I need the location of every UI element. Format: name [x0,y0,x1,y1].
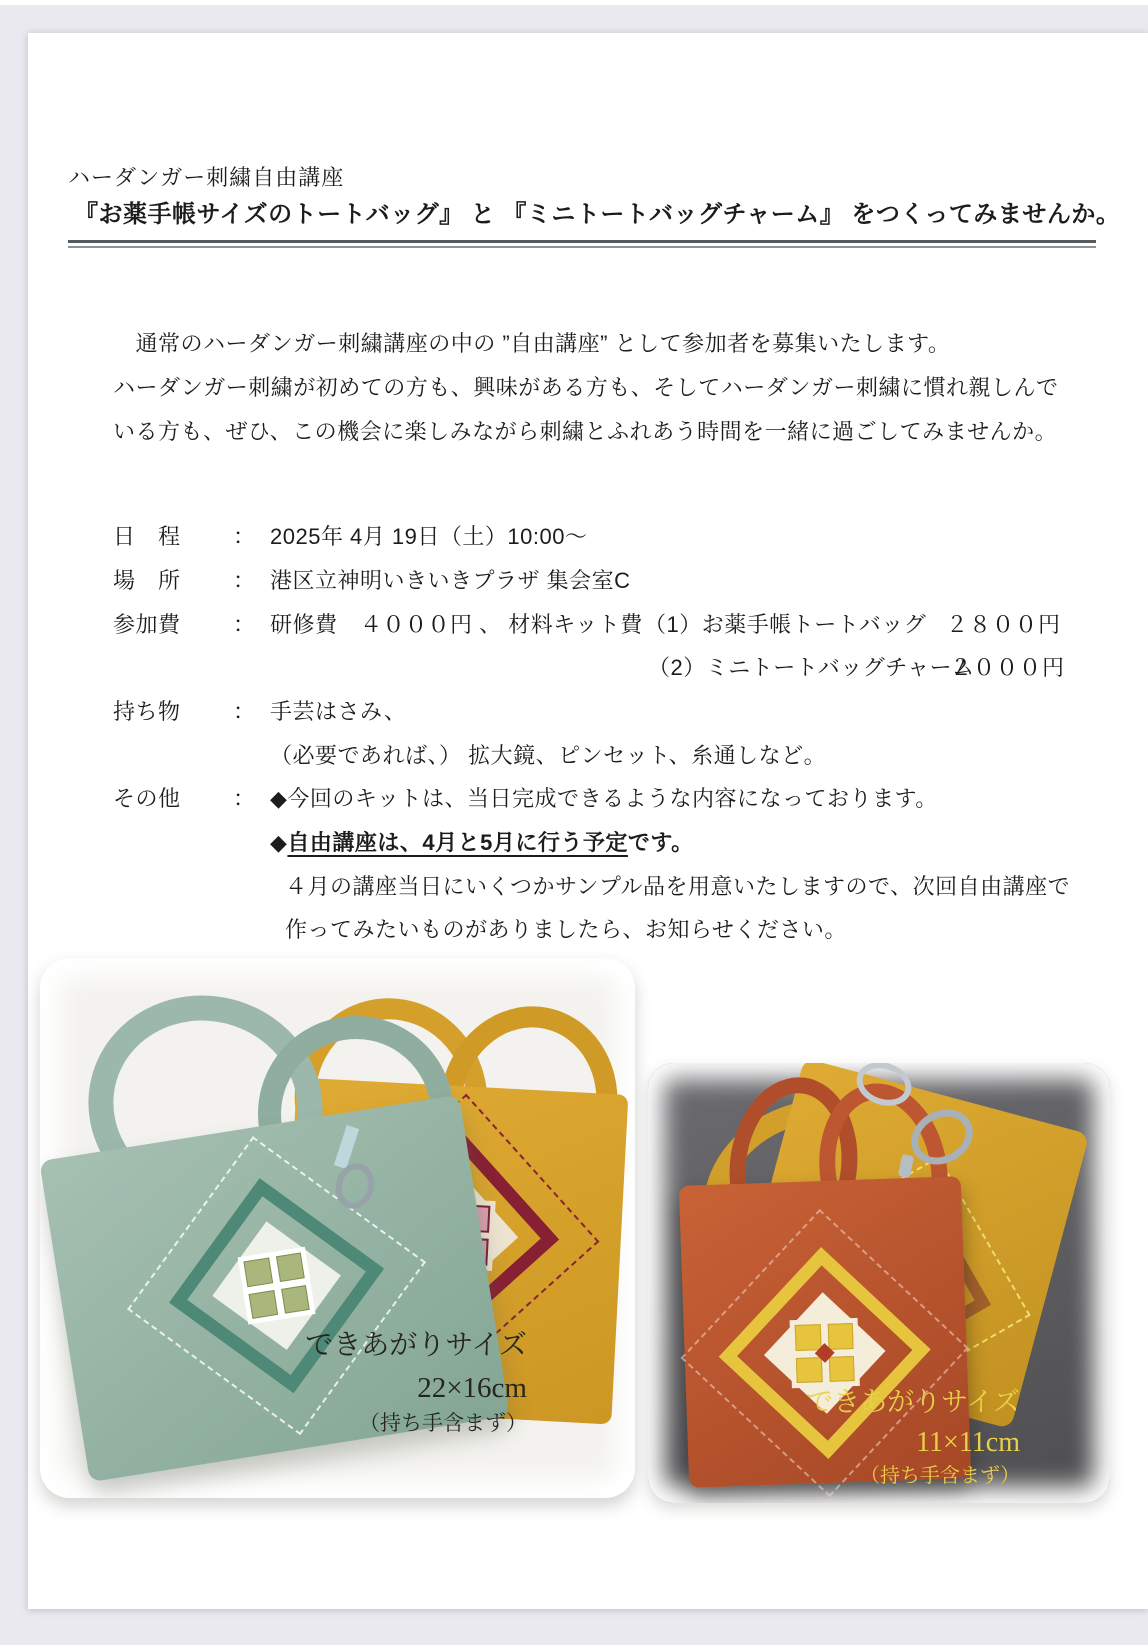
fee-price-1: ２８００円 [946,612,1062,637]
photo-tote-bags-light [40,958,635,1498]
other-colon: ： [233,786,256,811]
intro-line-3: いる方も、ぜひ、この機会に楽しみながら刺繍とふれあう時間を一緒に過ごしてみませんか。 [113,419,1058,444]
schedule-colon: ： [233,524,256,549]
finished-size-note: （持ち手含まず） [860,1465,1020,1488]
other-note-2-tail: です。 [627,830,694,855]
other-note-3: ４月の講座当日にいくつかサンプル品を用意いたしますので、次回自由講座で [285,874,1071,899]
intro-line-1: 通常のハーダンガー刺繍講座の中の ”自由講座” として参加者を募集いたします。 [113,331,951,356]
fee-price-2: ２０００円 [950,655,1066,680]
intro-line-2: ハーダンガー刺繍が初めての方も、興味がある方も、そしてハーダンガー刺繍に慣れ親しんで [113,375,1059,400]
motif-cell [828,1356,854,1382]
right-photo-caption [806,1385,1020,1489]
page-title: 『お薬手帳サイズのトートバッグ』 と 『ミニトートバッグチャーム』 をつくってみませんか。 [74,201,1121,228]
finished-size-value: 11×11cm [916,1427,1020,1459]
finished-size-value: 22×16cm [417,1372,527,1405]
bring-label: 持ち物 [113,699,181,724]
bring-value: 手芸はさみ、 [270,699,407,724]
sage-motif-window-grid [238,1247,316,1325]
motif-cell [795,1324,821,1350]
bring-colon: ： [233,699,256,724]
place-colon: ： [233,568,256,593]
photo-mini-totes-dark [648,1063,1110,1503]
other-note-2-underlined: 自由講座は、4月と5月に行う予定 [287,830,628,855]
left-photo-caption [305,1328,527,1437]
fee-value: 研修費 ４０００円 、 材料キット費 [270,612,643,637]
motif-cell [827,1323,853,1349]
other-note-4: 作ってみたいものがありましたら、お知らせください。 [285,917,847,942]
course-header: ハーダンガー刺繍自由講座 [68,165,345,190]
other-note-2-bullet: ◆ [270,830,288,855]
other-note-1: ◆今回のキットは、当日完成できるような内容になっております。 [270,786,938,811]
fee-item-2: （2）ミニトートバッグチャーム [648,655,975,680]
motif-cell [248,1290,277,1319]
finished-size-label: できあがりサイズ [305,1330,527,1361]
place-label: 場 所 [113,568,181,593]
double-rule-divider [68,240,1096,248]
place-value: 港区立神明いきいきプラザ 集会室C [270,568,631,593]
schedule-value: 2025年 4月 19日（土）10:00～ [270,524,588,549]
finished-size-note: （持ち手含まず） [359,1411,527,1436]
motif-cell [243,1258,272,1287]
finished-size-label: できあがりサイズ [806,1387,1020,1417]
fee-colon: ： [233,612,256,637]
motif-cell [281,1285,310,1314]
schedule-label: 日 程 [113,524,181,549]
other-label: その他 [113,786,181,811]
document-page [28,33,1148,1609]
motif-cell [796,1357,822,1383]
fee-item-1: （1）お薬手帳トートバッグ [644,612,927,637]
fee-label: 参加費 [113,612,181,637]
other-note-2 [270,826,694,857]
viewer-top-strip [0,0,1148,5]
bring-value-2: （必要であれば、） 拡大鏡、ピンセット、糸通しなど。 [270,743,827,768]
motif-cell [275,1252,304,1281]
